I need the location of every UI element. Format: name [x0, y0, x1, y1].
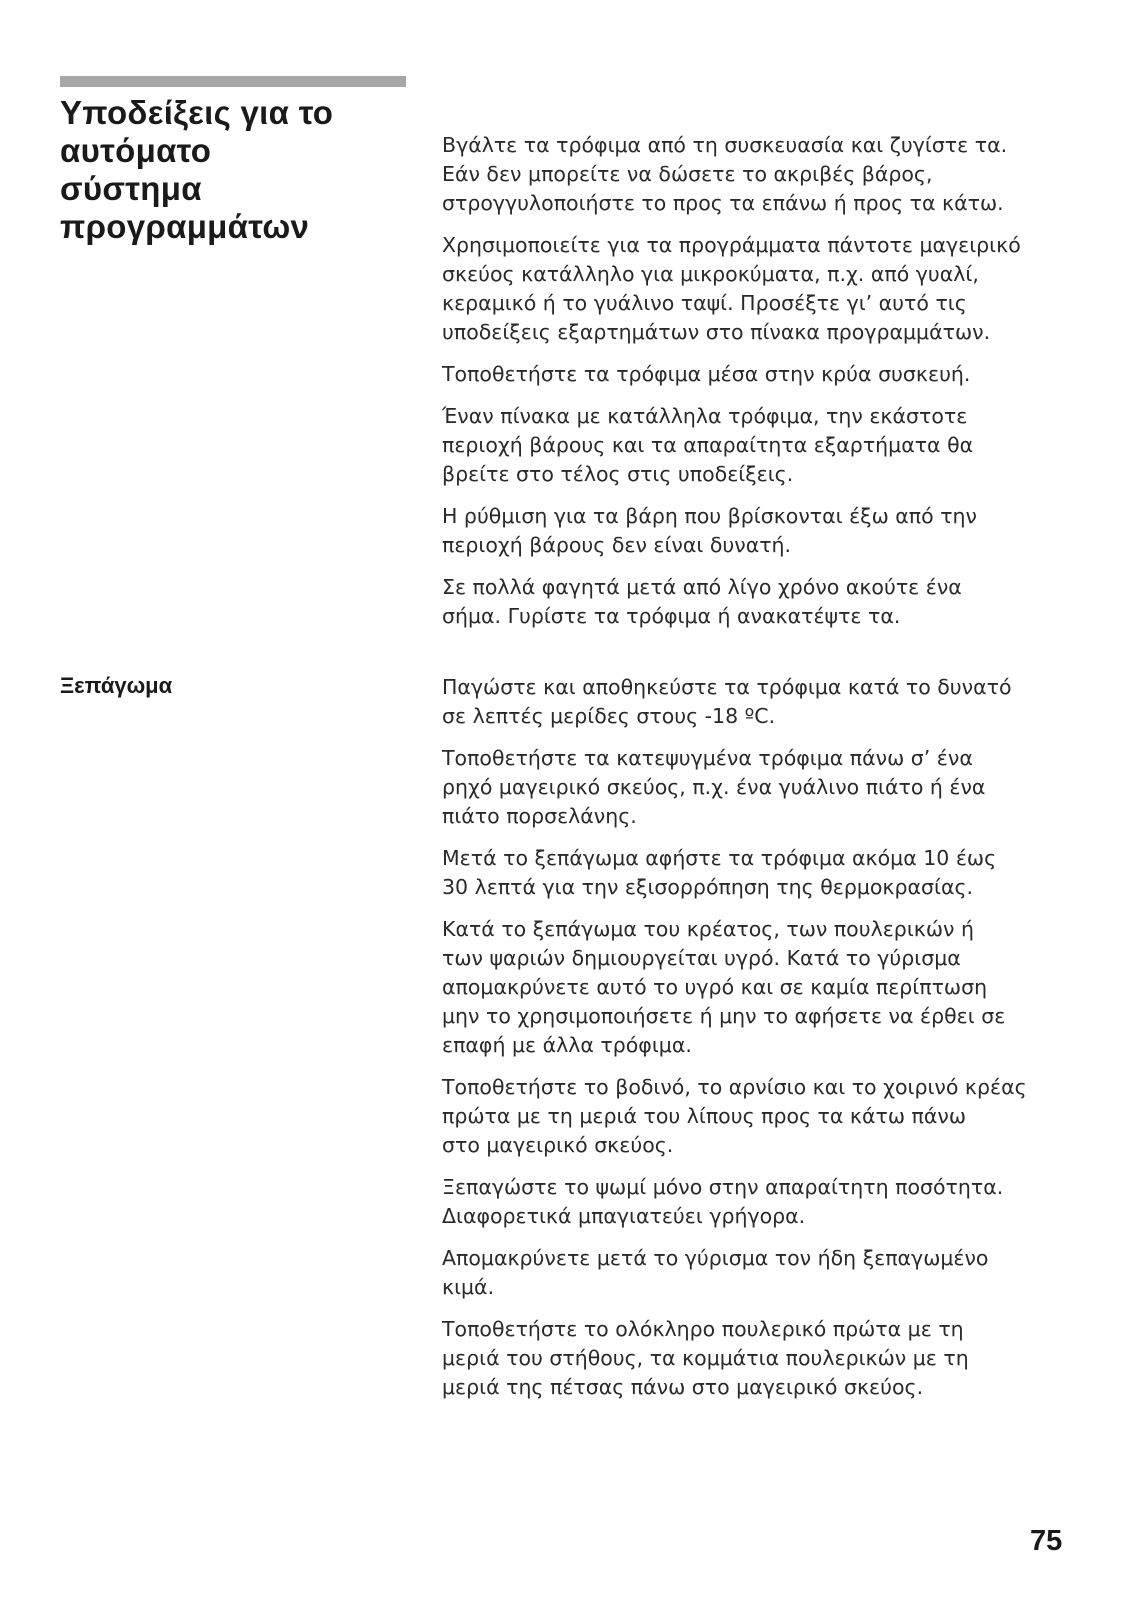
text-line: Μετά το ξεπάγωμα αφήστε τα τρόφιμα ακόμα 10 έως — [442, 846, 997, 870]
section-title-line: σύστημα — [60, 170, 202, 207]
text-line: απομακρύνετε αυτό το υγρό και σε καμία περίπτωση — [442, 975, 988, 999]
section-title-line: αυτόματο — [60, 132, 212, 169]
defrost-paragraph — [442, 744, 1082, 831]
section-title-line: Υποδείξεις για το — [60, 94, 334, 131]
section-title-line: προγραμμάτων — [60, 208, 310, 245]
text-line: περιοχή βάρους και τα απαραίτητα εξαρτήματα θα — [442, 433, 974, 457]
text-line: σήμα. Γυρίστε τα τρόφιμα ή ανακατέψτε τα. — [442, 604, 901, 628]
page-number: 75 — [1030, 1525, 1063, 1557]
intro-paragraph — [442, 502, 1082, 560]
intro-paragraph — [442, 360, 1082, 389]
text-line: των ψαριών δημιουργείται υγρό. Κατά το γύρισμα — [442, 946, 961, 970]
text-line: πρώτα με τη μεριά του λίπους προς τα κάτω πάνω — [442, 1104, 967, 1128]
text-line: στρογγυλοποιήστε το προς τα επάνω ή προς τα κάτω. — [442, 191, 1004, 215]
text-line: Διαφορετικά μπαγιατεύει γρήγορα. — [442, 1204, 806, 1228]
text-line: μεριά της πέτσας πάνω στο μαγειρικό σκεύος. — [442, 1375, 924, 1399]
text-line: Έναν πίνακα με κατάλληλα τρόφιμα, την εκάστοτε — [442, 404, 968, 428]
text-line: Τοποθετήστε το βοδινό, το αρνίσιο και το χοιρινό κρέας — [442, 1075, 1027, 1099]
text-line: υποδείξεις εξαρτημάτων στο πίνακα προγραμμάτων. — [442, 320, 991, 344]
text-line: επαφή με άλλα τρόφιμα. — [442, 1033, 692, 1057]
text-line: Βγάλτε τα τρόφιμα από τη συσκευασία και ζυγίστε τα. — [442, 133, 1008, 157]
text-line: Χρησιμοποιείτε για τα προγράμματα πάντοτε μαγειρικό — [442, 233, 1021, 257]
defrost-paragraph — [442, 1173, 1082, 1231]
defrost-paragraph — [442, 844, 1082, 902]
intro-paragraph — [442, 231, 1082, 347]
text-line: Εάν δεν μπορείτε να δώσετε το ακριβές βάρος, — [442, 162, 933, 186]
defrost-paragraph — [442, 673, 1082, 731]
text-line: κιμά. — [442, 1275, 495, 1299]
intro-text-column — [442, 131, 1082, 644]
text-line: κεραμικό ή το γυάλινο ταψί. Προσέξτε γι’ αυτό τις — [442, 291, 967, 315]
intro-paragraph — [442, 573, 1082, 631]
intro-paragraph — [442, 402, 1082, 489]
text-line: πιάτο πορσελάνης. — [442, 804, 637, 828]
section-top-rule — [60, 76, 406, 87]
text-line: 30 λεπτά για την εξισορρόπηση της θερμοκρασίας. — [442, 875, 974, 899]
text-line: μην το χρησιμοποιήσετε ή μην το αφήσετε να έρθει σε — [442, 1004, 1006, 1028]
text-line: σκεύος κατάλληλο για μικροκύματα, π.χ. από γυαλί, — [442, 262, 979, 286]
text-line: Ξεπαγώστε το ψωμί μόνο στην απαραίτητη ποσότητα. — [442, 1175, 1004, 1199]
text-line: μεριά του στήθους, τα κομμάτια πουλερικών με τη — [442, 1346, 969, 1370]
text-line: Παγώστε και αποθηκεύστε τα τρόφιμα κατά το δυνατό — [442, 675, 1012, 699]
text-line: ρηχό μαγειρικό σκεύος, π.χ. ένα γυάλινο πιάτο ή ένα — [442, 775, 986, 799]
intro-paragraph — [442, 131, 1082, 218]
text-line: Τοποθετήστε το ολόκληρο πουλερικό πρώτα με τη — [442, 1317, 964, 1341]
defrost-paragraph — [442, 1244, 1082, 1302]
text-line: Τοποθετήστε τα τρόφιμα μέσα στην κρύα συσκευή. — [442, 362, 971, 386]
defrost-text-column — [442, 673, 1082, 1415]
text-line: Σε πολλά φαγητά μετά από λίγο χρόνο ακούτε ένα — [442, 575, 962, 599]
text-line: Τοποθετήστε τα κατεψυγμένα τρόφιμα πάνω σ’ ένα — [442, 746, 973, 770]
text-line: βρείτε στο τέλος στις υποδείξεις. — [442, 462, 794, 486]
section-title — [60, 94, 410, 246]
text-line: Κατά το ξεπάγωμα του κρέατος, των πουλερικών ή — [442, 917, 974, 941]
text-line: Η ρύθμιση για τα βάρη που βρίσκονται έξω από την — [442, 504, 977, 528]
defrost-paragraph — [442, 1315, 1082, 1402]
defrost-paragraph — [442, 915, 1082, 1060]
text-line: περιοχή βάρους δεν είναι δυνατή. — [442, 533, 792, 557]
defrost-paragraph — [442, 1073, 1082, 1160]
text-line: στο μαγειρικό σκεύος. — [442, 1133, 674, 1157]
defrost-heading: Ξεπάγωμα — [60, 673, 173, 698]
text-line: Απομακρύνετε μετά το γύρισμα τον ήδη ξεπαγωμένο — [442, 1246, 989, 1270]
text-line: σε λεπτές μερίδες στους -18 ºC. — [442, 704, 776, 728]
